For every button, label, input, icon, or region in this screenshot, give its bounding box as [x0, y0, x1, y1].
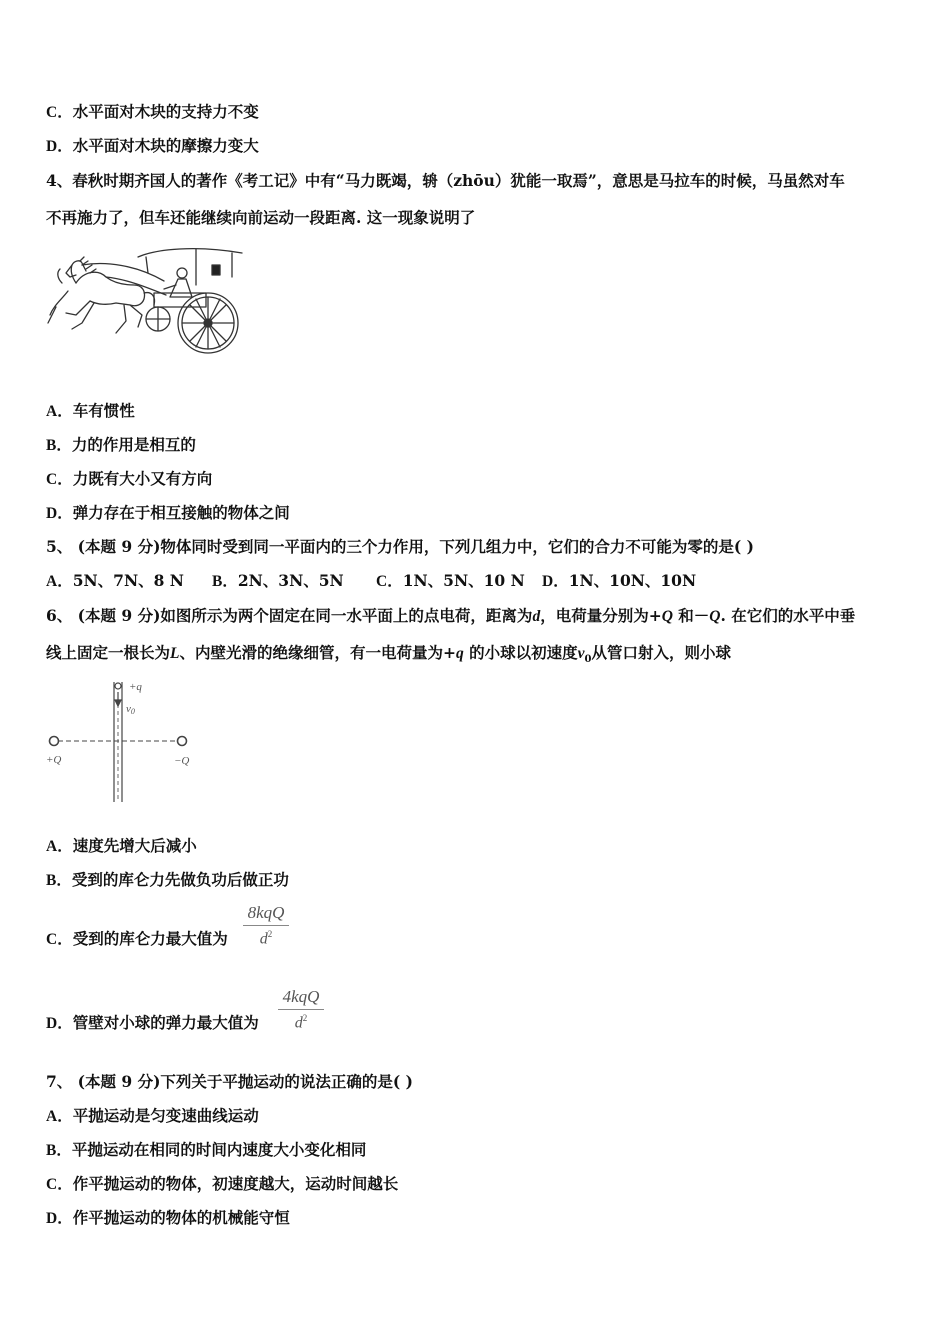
q5-option-b	[212, 571, 376, 592]
var-Q: Q	[661, 608, 673, 625]
option-text: 5N、7N、8 N	[72, 571, 184, 590]
stem-text: 的小球以初速度	[463, 643, 578, 662]
option-text: 1N、10N、10N	[568, 571, 697, 590]
q3-option-d	[46, 136, 259, 157]
q6-stem-line2	[46, 643, 731, 670]
option-label: B．	[46, 1142, 72, 1159]
var-v: v	[577, 645, 585, 662]
fraction-d	[278, 987, 324, 1032]
option-label: D．	[46, 1015, 73, 1032]
label-plus-Q: +Q	[46, 754, 62, 766]
q6-stem-line1	[46, 606, 855, 627]
option-label: C．	[46, 104, 73, 121]
var-q: q	[455, 645, 464, 662]
var-d: d	[532, 608, 541, 625]
q5-options	[46, 571, 696, 592]
option-text: 管壁对小球的弹力最大值为	[72, 1013, 259, 1032]
charge-minus-Q	[178, 737, 187, 746]
option-label: B．	[46, 872, 72, 889]
option-text: 平抛运动是匀变速曲线运动	[72, 1106, 259, 1125]
option-text: 1N、5N、10 N	[402, 571, 525, 590]
q4-stem-line2: 不再施力了，但车还能继续向前运动一段距离. 这一现象说明了	[46, 208, 476, 227]
q6-option-c	[46, 929, 228, 950]
q4-option-b	[46, 435, 196, 456]
option-label: A．	[46, 573, 73, 590]
stem-text: 从管口射入，则小球	[591, 643, 732, 662]
option-label: A．	[46, 403, 73, 420]
option-label: C．	[46, 1176, 73, 1193]
q7-option-a	[46, 1106, 259, 1127]
label-minus-Q: −Q	[174, 755, 190, 767]
stem-text: 、内壁光滑的绝缘细管，有一电荷量为+	[179, 643, 456, 662]
option-text: 平抛运动在相同的时间内速度大小变化相同	[71, 1140, 367, 1159]
var-L: L	[170, 645, 180, 662]
option-text: 力既有大小又有方向	[72, 469, 213, 488]
q6-option-d	[46, 1013, 259, 1034]
option-label: D．	[46, 1210, 73, 1227]
q7-option-b	[46, 1140, 366, 1161]
var-Q: Q	[709, 608, 721, 625]
option-text: 作平抛运动的物体的机械能守恒	[72, 1208, 290, 1227]
charge-tube-figure	[44, 676, 204, 806]
option-text: 2N、3N、5N	[237, 571, 344, 590]
option-text: 水平面对木块的支持力不变	[72, 102, 259, 121]
stem-text: 6、 (本题 9 分)如图所示为两个固定在同一水平面上的点电荷，距离为	[46, 606, 533, 625]
option-text: 受到的库仑力先做负功后做正功	[71, 870, 289, 889]
fraction-denominator: $d^2$	[294, 1013, 308, 1032]
q7-option-c	[46, 1174, 398, 1195]
fraction-bar	[243, 925, 289, 926]
q4-option-a	[46, 401, 135, 422]
chariot-illustration	[46, 243, 246, 355]
q3-option-c	[46, 102, 259, 123]
option-label: C．	[46, 931, 73, 948]
q5-option-c	[376, 571, 542, 592]
option-label: D．	[46, 505, 73, 522]
q4-option-d	[46, 503, 290, 524]
fraction-numerator: 8kqQ	[247, 903, 285, 922]
q4-stem-line1: 4、春秋时期齐国人的著作《考工记》中有“马力既竭，辀（zhōu）犹能一取焉”，意思是马拉车的时候，马虽然对车	[46, 171, 845, 190]
q5-option-d	[542, 571, 696, 592]
q5-option-a	[46, 571, 212, 592]
option-text: 弹力存在于相互接触的物体之间	[72, 503, 290, 522]
option-label: A．	[46, 1108, 73, 1125]
option-label: C．	[46, 471, 73, 488]
stem-text: 和－	[672, 606, 710, 625]
q4-option-c	[46, 469, 212, 490]
fraction-denominator: $d^2$	[259, 929, 273, 948]
ball-q	[115, 683, 121, 689]
stem-text: ，电荷量分别为+	[540, 606, 662, 625]
option-text: 水平面对木块的摩擦力变大	[72, 136, 259, 155]
option-label: D．	[542, 573, 569, 590]
q7-option-d	[46, 1208, 290, 1229]
option-text: 速度先增大后减小	[72, 836, 197, 855]
q6-option-b	[46, 870, 289, 891]
fraction-bar	[278, 1009, 324, 1010]
stem-text: 线上固定一根长为	[46, 643, 171, 662]
option-text: 受到的库仑力最大值为	[72, 929, 228, 948]
option-text: 力的作用是相互的	[71, 435, 196, 454]
option-label: D．	[46, 138, 73, 155]
label-plus-q: +q	[129, 681, 142, 693]
q6-option-a	[46, 836, 197, 857]
option-text: 作平抛运动的物体，初速度越大，运动时间越长	[72, 1174, 399, 1193]
option-label: C．	[376, 573, 403, 590]
option-label: B．	[46, 437, 72, 454]
charge-plus-Q	[50, 737, 59, 746]
fraction-c	[243, 903, 289, 948]
q7-stem: 7、 (本题 9 分)下列关于平抛运动的说法正确的是( )	[46, 1072, 413, 1091]
label-v0: v0	[126, 703, 135, 716]
stem-text: . 在它们的水平中垂	[720, 606, 856, 625]
q5-stem: 5、 (本题 9 分)物体同时受到同一平面内的三个力作用，下列几组力中，它们的合力不可能为零的是( )	[46, 537, 754, 556]
option-label: B．	[212, 573, 238, 590]
var-v-subscript: 0	[584, 654, 592, 666]
fraction-numerator: 4kqQ	[282, 987, 320, 1006]
option-label: A．	[46, 838, 73, 855]
option-text: 车有惯性	[72, 401, 135, 420]
